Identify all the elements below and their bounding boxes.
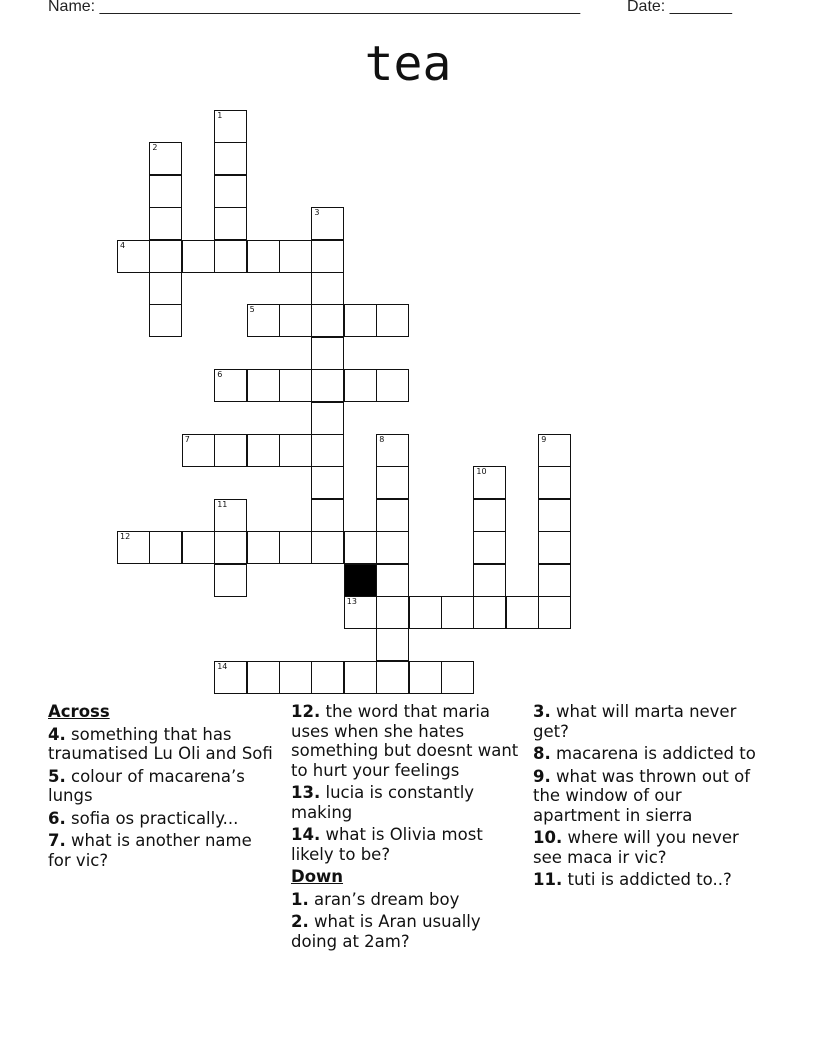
- crossword-cell[interactable]: [473, 596, 506, 629]
- crossword-cell[interactable]: [214, 499, 247, 532]
- clue-item-text: what will marta never get?: [533, 702, 737, 741]
- crossword-cell[interactable]: [117, 240, 150, 273]
- crossword-cell[interactable]: [214, 207, 247, 240]
- crossword-cell[interactable]: [506, 596, 539, 629]
- crossword-cell[interactable]: [311, 466, 344, 499]
- crossword-cell[interactable]: [538, 466, 571, 499]
- clue-number: 3: [314, 208, 320, 218]
- clue-item-number: 12.: [291, 702, 321, 721]
- crossword-cell[interactable]: [279, 531, 312, 564]
- clue-item-number: 14.: [291, 825, 321, 844]
- crossword-cell[interactable]: [376, 661, 409, 694]
- crossword-cell[interactable]: [214, 531, 247, 564]
- clue-item-text: the word that maria uses when she hates something but doesnt want to hurt your feelings: [291, 702, 519, 780]
- crossword-cell[interactable]: [214, 564, 247, 597]
- crossword-cell[interactable]: [182, 240, 215, 273]
- clue-item: [291, 825, 529, 864]
- clue-item-text: something that has traumatised Lu Oli and Sofi: [48, 724, 273, 763]
- crossword-cell[interactable]: [214, 110, 247, 143]
- crossword-cell[interactable]: [149, 175, 182, 208]
- crossword-cell[interactable]: [117, 531, 150, 564]
- crossword-cell[interactable]: [247, 240, 280, 273]
- crossword-cell[interactable]: [279, 434, 312, 467]
- crossword-cell[interactable]: [311, 272, 344, 305]
- clue-item-number: 3.: [533, 702, 551, 721]
- crossword-cell[interactable]: [311, 207, 344, 240]
- crossword-cell[interactable]: [344, 369, 377, 402]
- crossword-cell[interactable]: [311, 240, 344, 273]
- clue-item-number: 5.: [48, 766, 66, 786]
- crossword-cell[interactable]: [376, 628, 409, 661]
- clue-item-number: 7.: [48, 831, 66, 850]
- clue-number: 9: [541, 435, 547, 444]
- crossword-cell[interactable]: [311, 661, 344, 694]
- crossword-cell[interactable]: [247, 434, 280, 467]
- clue-item: [291, 702, 529, 780]
- crossword-cell[interactable]: [376, 499, 409, 532]
- clue-item-text: sofia os practically...: [71, 808, 239, 828]
- crossword-cell[interactable]: [538, 499, 571, 532]
- crossword-cell[interactable]: [311, 531, 344, 564]
- crossword-cell[interactable]: [214, 661, 247, 694]
- crossword-cell[interactable]: [149, 240, 182, 273]
- clue-number: 8: [379, 435, 385, 444]
- crossword-cell[interactable]: [149, 304, 182, 337]
- clue-number: 1: [217, 111, 223, 120]
- black-cell: [344, 564, 377, 597]
- crossword-cell[interactable]: [473, 499, 506, 532]
- name-label: Name: ______________________________________________________: [48, 0, 581, 15]
- crossword-cell[interactable]: [376, 596, 409, 629]
- clue-item-number: 13.: [291, 783, 321, 802]
- crossword-cell[interactable]: [409, 596, 442, 629]
- crossword-cell[interactable]: [214, 175, 247, 208]
- clue-item-number: 4.: [48, 724, 66, 744]
- crossword-cell[interactable]: [311, 434, 344, 467]
- clue-item-number: 2.: [291, 912, 309, 931]
- crossword-cell[interactable]: [344, 304, 377, 337]
- clue-number: 7: [184, 435, 190, 444]
- clue-number: 6: [217, 370, 223, 380]
- crossword-cell[interactable]: [376, 304, 409, 337]
- clue-item-text: what is Olivia most likely to be?: [291, 825, 483, 864]
- crossword-cell[interactable]: [214, 240, 247, 273]
- crossword-cell[interactable]: [311, 337, 344, 370]
- clue-item-text: tuti is addicted to..?: [567, 870, 732, 889]
- crossword-cell[interactable]: [214, 369, 247, 402]
- crossword-cell[interactable]: [247, 661, 280, 694]
- puzzle-title: tea: [364, 36, 452, 92]
- clue-item-text: colour of macarena’s lungs: [48, 766, 245, 805]
- crossword-cell[interactable]: [473, 466, 506, 499]
- clue-item: [48, 725, 278, 764]
- clue-item: [291, 890, 529, 910]
- clue-column-2: [291, 702, 529, 954]
- crossword-cell[interactable]: [214, 142, 247, 175]
- crossword-cell[interactable]: [214, 434, 247, 467]
- clue-column-1: [48, 702, 278, 873]
- crossword-cell[interactable]: [149, 531, 182, 564]
- clue-item: [291, 783, 529, 822]
- clue-number: 4: [120, 240, 126, 250]
- crossword-cell[interactable]: [182, 434, 215, 467]
- crossword-cell[interactable]: [376, 466, 409, 499]
- crossword-cell[interactable]: [473, 564, 506, 597]
- crossword-cell[interactable]: [279, 661, 312, 694]
- date-label: Date: _______: [627, 0, 732, 15]
- crossword-cell[interactable]: [279, 304, 312, 337]
- crossword-cell[interactable]: [149, 272, 182, 305]
- crossword-cell[interactable]: [279, 369, 312, 402]
- clue-number: 12: [120, 532, 131, 542]
- clue-item: [533, 744, 769, 764]
- clue-item-number: 11.: [533, 870, 563, 889]
- clue-item: [291, 912, 529, 951]
- clue-item-text: what was thrown out of the window of our apartment in sierra: [533, 766, 751, 825]
- crossword-cell[interactable]: [344, 661, 377, 694]
- crossword-cell[interactable]: [538, 596, 571, 629]
- clue-item: [48, 831, 278, 870]
- clue-item: [48, 809, 278, 829]
- clue-item-number: 10.: [533, 828, 563, 847]
- crossword-cell[interactable]: [538, 434, 571, 467]
- clue-number: 10: [476, 467, 487, 477]
- clue-item: [533, 870, 769, 890]
- crossword-cell[interactable]: [538, 531, 571, 564]
- crossword-cell[interactable]: [441, 596, 474, 629]
- clue-item-text: what is Aran usually doing at 2am?: [291, 912, 481, 951]
- crossword-cell[interactable]: [247, 531, 280, 564]
- clue-item-text: where will you never see maca ir vic?: [533, 828, 739, 867]
- crossword-cell[interactable]: [344, 596, 377, 629]
- down-heading: Down: [291, 867, 344, 886]
- crossword-cell[interactable]: [473, 531, 506, 564]
- crossword-cell[interactable]: [311, 304, 344, 337]
- crossword-cell[interactable]: [538, 564, 571, 597]
- crossword-cell[interactable]: [376, 369, 409, 402]
- clue-item-number: 8.: [533, 744, 551, 763]
- clue-item: [533, 828, 769, 867]
- crossword-cell[interactable]: [311, 369, 344, 402]
- crossword-cell[interactable]: [149, 142, 182, 175]
- clue-item-text: aran’s dream boy: [314, 889, 460, 909]
- clue-item-text: lucia is constantly making: [291, 783, 475, 822]
- crossword-cell[interactable]: [182, 531, 215, 564]
- crossword-cell[interactable]: [247, 369, 280, 402]
- crossword-cell[interactable]: [441, 661, 474, 694]
- clue-item: [48, 767, 278, 806]
- clue-number: 13: [346, 597, 357, 606]
- clue-number: 2: [152, 143, 158, 153]
- crossword-cell[interactable]: [149, 207, 182, 240]
- crossword-cell[interactable]: [376, 531, 409, 564]
- crossword-cell[interactable]: [279, 240, 312, 273]
- clue-number: 5: [249, 305, 255, 315]
- clue-item: [533, 702, 769, 741]
- clue-item: [533, 767, 769, 826]
- clue-number: 14: [217, 661, 228, 671]
- clue-column-3: [533, 702, 769, 893]
- clue-number: 11: [217, 499, 228, 509]
- clue-item-text: what is another name for vic?: [48, 831, 252, 870]
- crossword-cell[interactable]: [376, 564, 409, 597]
- clue-item-number: 6.: [48, 808, 66, 828]
- crossword-cell[interactable]: [376, 434, 409, 467]
- crossword-cell[interactable]: [311, 402, 344, 435]
- clue-item-text: macarena is addicted to: [556, 744, 756, 763]
- crossword-cell[interactable]: [409, 661, 442, 694]
- crossword-cell[interactable]: [311, 499, 344, 532]
- clue-item-number: 9.: [533, 766, 551, 786]
- across-heading: Across: [48, 702, 110, 721]
- crossword-cell[interactable]: [344, 531, 377, 564]
- clue-item-number: 1.: [291, 889, 309, 909]
- crossword-cell[interactable]: [247, 304, 280, 337]
